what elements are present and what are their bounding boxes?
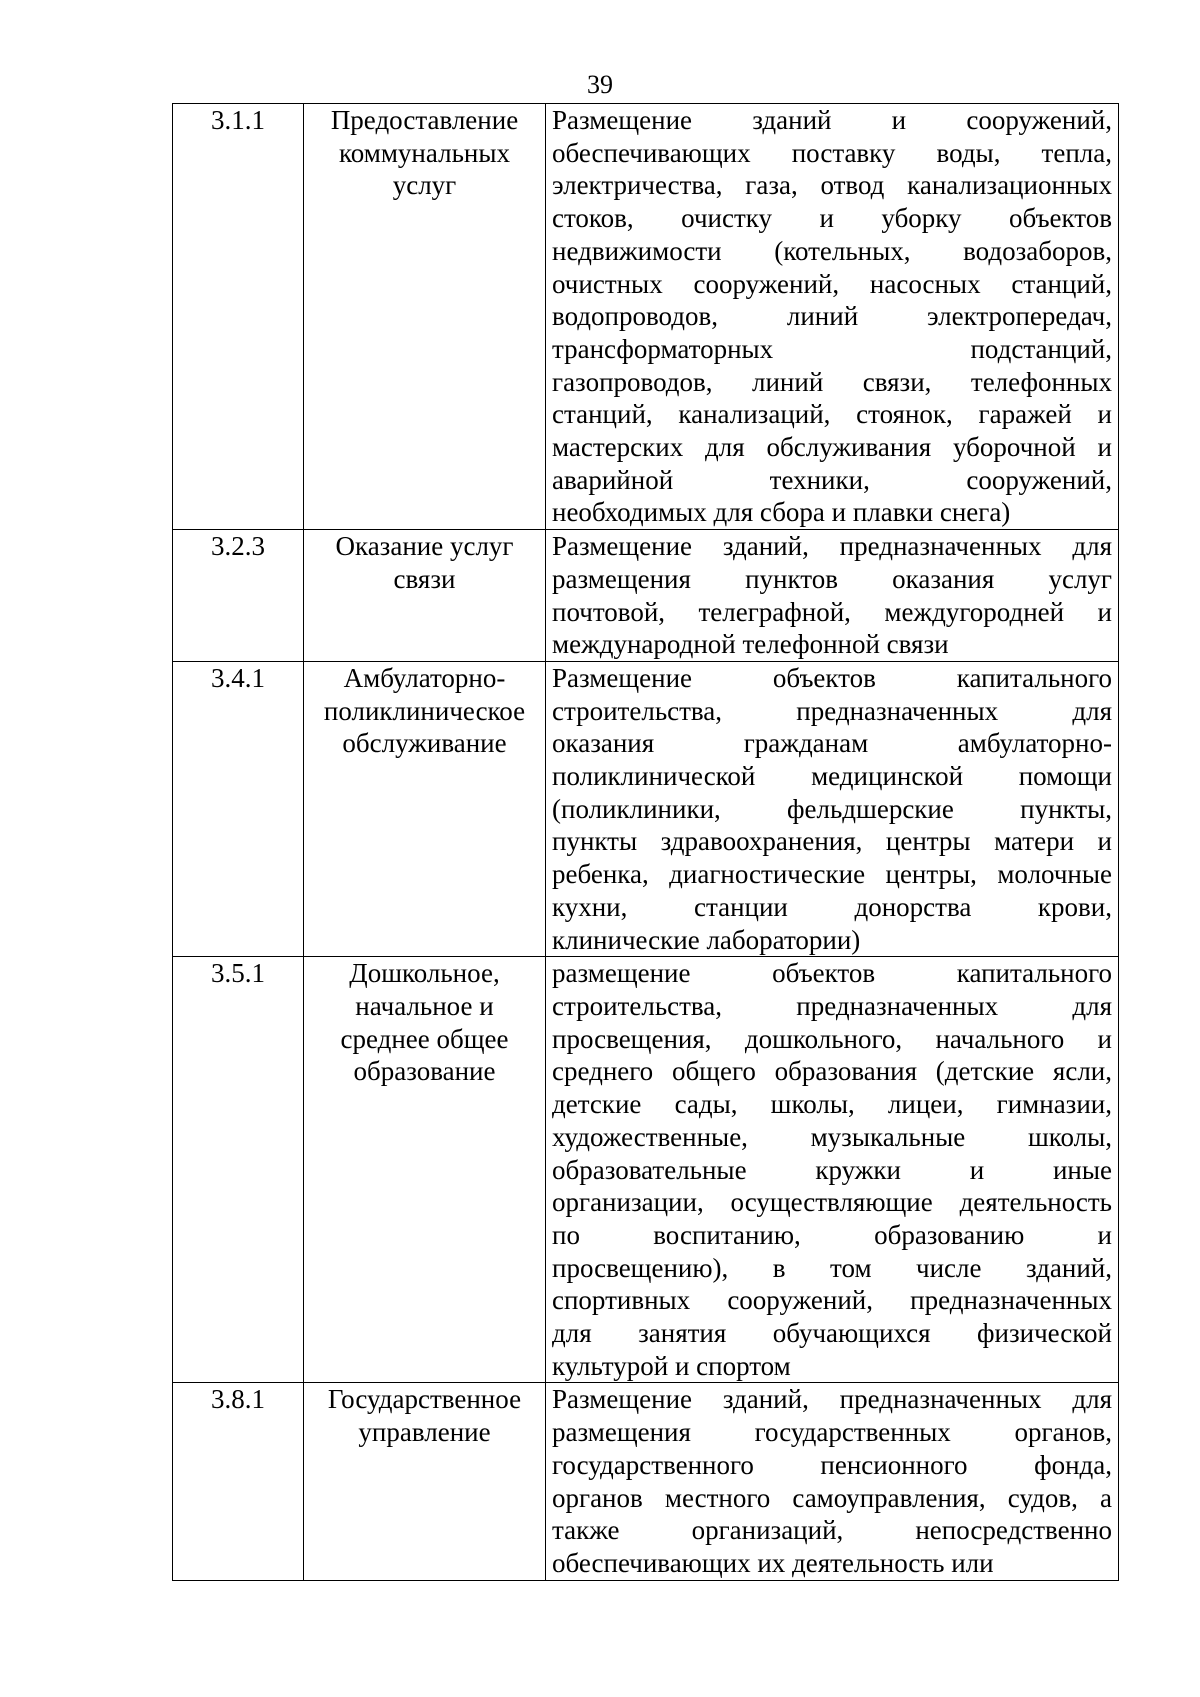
- description-line: по воспитанию, образованию и: [552, 1219, 1112, 1250]
- description-line: детские сады, школы, лицеи, гимназии,: [552, 1089, 1112, 1120]
- description-line: аварийной техники, сооружений,: [552, 464, 1112, 495]
- use-code: 3.2.3: [211, 531, 265, 562]
- name-cell: [304, 104, 546, 530]
- description-line: необходимых для сбора и плавки снега): [552, 497, 1011, 528]
- use-name-line: услуг: [392, 170, 457, 201]
- description-line: строительства, предназначенных для: [552, 990, 1112, 1021]
- use-name-line: среднее общее: [340, 1023, 509, 1054]
- description-line: размещения государственных органов,: [552, 1417, 1112, 1448]
- description-line: оказания гражданам амбулаторно-: [552, 728, 1112, 759]
- land-use-table: [172, 103, 1119, 1581]
- name-cell: [304, 530, 546, 662]
- description-line: спортивных сооружений, предназначенных: [552, 1285, 1112, 1316]
- description-cell: [546, 530, 1119, 662]
- table-row: [173, 661, 1119, 956]
- table-row: [173, 1383, 1119, 1580]
- description-line: кухни, станции донорства крови,: [552, 891, 1112, 922]
- use-name-line: коммунальных: [339, 137, 510, 168]
- description-line: пункты здравоохранения, центры матери и: [552, 826, 1112, 857]
- description-line: поликлинической медицинской помощи: [552, 761, 1112, 792]
- use-name-line: поликлиническое: [323, 695, 526, 726]
- description-line: ребенка, диагностические центры, молочные: [552, 859, 1112, 890]
- use-code: 3.1.1: [211, 105, 265, 135]
- page-number: 39: [587, 70, 613, 99]
- description-line: стоков, очистку и уборку объектов: [552, 203, 1112, 234]
- description-line: Размещение зданий, предназначенных для: [552, 531, 1112, 562]
- name-cell: [304, 1383, 546, 1580]
- description-line: Размещение объектов капитального: [552, 662, 1112, 693]
- use-name-line: Оказание услуг: [335, 531, 514, 562]
- use-name-line: Государственное: [327, 1384, 522, 1415]
- table-row: [173, 104, 1119, 530]
- use-code: 3.5.1: [211, 958, 265, 989]
- description-line: обеспечивающих поставку воды, тепла,: [552, 137, 1112, 168]
- use-name-line: управление: [358, 1417, 491, 1448]
- code-cell: [173, 957, 304, 1383]
- description-line: просвещению), в том числе зданий,: [552, 1252, 1112, 1283]
- description-line: художественные, музыкальные школы,: [552, 1121, 1112, 1152]
- code-cell: [173, 1383, 304, 1580]
- use-name-line: Амбулаторно-: [343, 662, 506, 693]
- table-row: [173, 530, 1119, 662]
- description-line: станций, канализаций, стоянок, гаражей и: [552, 399, 1112, 430]
- description-line: организации, осуществляющие деятельность: [552, 1187, 1112, 1218]
- description-line: международной телефонной связи: [552, 629, 949, 660]
- code-cell: [173, 530, 304, 662]
- code-cell: [173, 104, 304, 530]
- description-line: для занятия обучающихся физической: [552, 1318, 1112, 1349]
- description-line: недвижимости (котельных, водозаборов,: [552, 235, 1112, 266]
- description-line: государственного пенсионного фонда,: [552, 1449, 1112, 1480]
- description-line: культурой и спортом: [552, 1350, 791, 1381]
- name-cell: [304, 957, 546, 1383]
- description-line: Размещение зданий и сооружений,: [552, 105, 1112, 135]
- description-line: трансформаторных подстанций,: [552, 333, 1112, 364]
- description-line: очистных сооружений, насосных станций,: [552, 268, 1112, 299]
- use-name-line: образование: [353, 1056, 496, 1087]
- table-body: [173, 104, 1119, 1581]
- description-line: также организаций, непосредственно: [552, 1515, 1112, 1546]
- use-code: 3.8.1: [211, 1384, 265, 1415]
- name-cell: [304, 661, 546, 956]
- use-code: 3.4.1: [211, 662, 265, 693]
- use-name-line: начальное и: [355, 990, 494, 1021]
- description-line: электричества, газа, отвод канализационных: [552, 170, 1112, 201]
- description-cell: [546, 661, 1119, 956]
- description-line: среднего общего образования (детские ясли,: [552, 1056, 1112, 1087]
- description-cell: [546, 104, 1119, 530]
- description-line: почтовой, телеграфной, междугородней и: [552, 596, 1112, 627]
- description-cell: [546, 1383, 1119, 1580]
- code-cell: [173, 661, 304, 956]
- description-line: мастерских для обслуживания уборочной и: [552, 432, 1112, 463]
- description-line: строительства, предназначенных для: [552, 695, 1112, 726]
- description-line: клинические лаборатории): [552, 924, 861, 955]
- table-row: [173, 957, 1119, 1383]
- description-line: Размещение зданий, предназначенных для: [552, 1384, 1112, 1415]
- description-line: (поликлиники, фельдшерские пункты,: [552, 793, 1112, 824]
- description-line: размещения пунктов оказания услуг: [552, 563, 1112, 594]
- use-name-line: связи: [393, 563, 456, 594]
- description-line: газопроводов, линий связи, телефонных: [552, 366, 1112, 397]
- description-line: просвещения, дошкольного, начального и: [552, 1023, 1112, 1054]
- description-line: размещение объектов капитального: [552, 958, 1112, 989]
- description-line: образовательные кружки и иные: [552, 1154, 1112, 1185]
- description-line: обеспечивающих их деятельность или: [552, 1547, 994, 1578]
- description-line: водопроводов, линий электропередач,: [552, 301, 1112, 332]
- use-name-line: обслуживание: [342, 728, 507, 759]
- use-name-line: Предоставление: [330, 105, 519, 135]
- use-name-line: Дошкольное,: [349, 958, 500, 989]
- description-cell: [546, 957, 1119, 1383]
- description-line: органов местного самоуправления, судов, а: [552, 1482, 1112, 1513]
